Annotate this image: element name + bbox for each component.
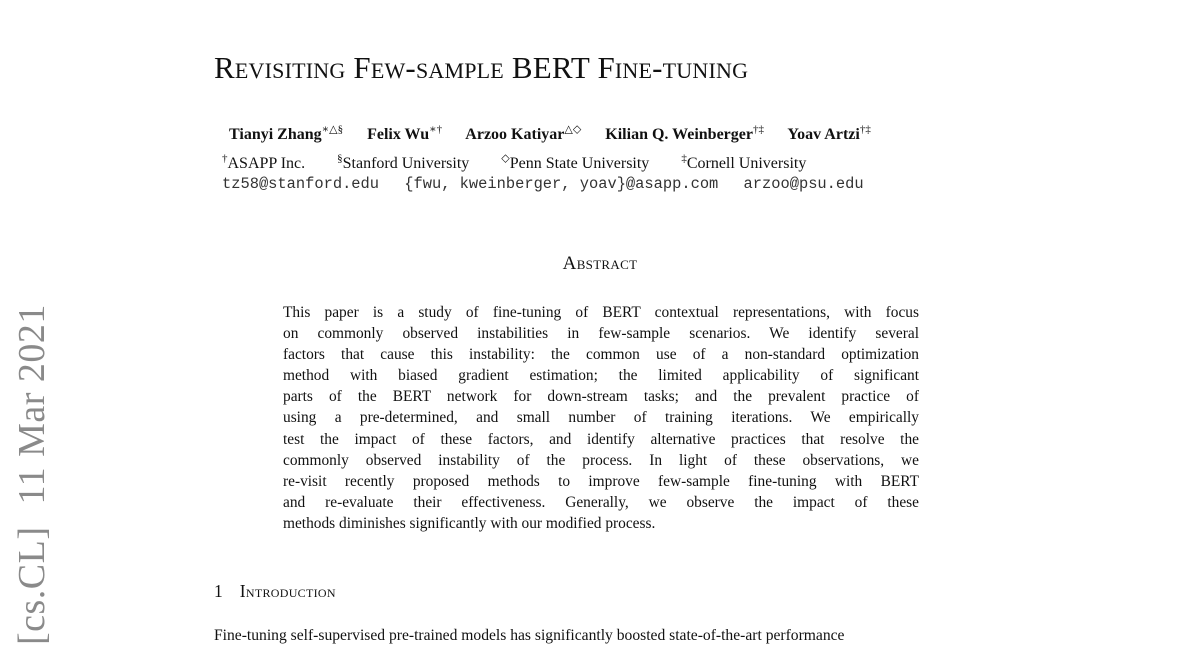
abstract-line: methods diminishes significantly with our modified process. bbox=[283, 514, 656, 532]
abstract-line: using a pre-determined, and small number of training iterations. We empirically bbox=[283, 409, 919, 427]
author-marks: ∗△§ bbox=[321, 124, 344, 136]
abstract-line: re-visit recently proposed methods to improve few-sample fine-tuning with BERT bbox=[283, 472, 919, 490]
arxiv-category: [cs.CL] bbox=[11, 526, 53, 645]
section-title: Introduction bbox=[239, 581, 336, 601]
author-name: Yoav Artzi bbox=[787, 126, 860, 144]
affiliation-mark: ◇ bbox=[501, 153, 510, 165]
author-name: Felix Wu bbox=[367, 126, 430, 144]
author-marks: △◇ bbox=[564, 124, 582, 136]
email: arzoo@psu.edu bbox=[743, 175, 864, 193]
affiliation bbox=[222, 155, 305, 172]
arxiv-date: 11 Mar 2021 bbox=[11, 304, 53, 505]
section-heading bbox=[214, 581, 336, 602]
abstract-line: and re-evaluate their effectiveness. Generally, we observe the impact of these bbox=[283, 493, 919, 511]
abstract-line: factors that cause this instability: the common use of a non-standard optimization bbox=[283, 346, 919, 364]
email: {fwu, kweinberger, yoav}@asapp.com bbox=[404, 175, 719, 193]
affiliation-mark: † bbox=[222, 153, 228, 165]
abstract-line: test the impact of these factors, and identify alternative practices that resolve the bbox=[283, 430, 919, 448]
abstract-line: This paper is a study of fine-tuning of BERT contextual representations, with focus bbox=[283, 304, 919, 321]
paper-title: Revisiting Few-sample BERT Fine-tuning bbox=[214, 50, 749, 85]
author-name: Arzoo Katiyar bbox=[465, 126, 565, 144]
abstract-body bbox=[283, 302, 919, 534]
author-name: Kilian Q. Weinberger bbox=[605, 126, 753, 144]
body-text-line: Fine-tuning self-supervised pre-trained models has significantly boosted state-of-the-art performance bbox=[214, 627, 845, 644]
author-name: Tianyi Zhang bbox=[229, 126, 322, 144]
affiliation-mark: ‡ bbox=[681, 153, 687, 165]
abstract-line: method with biased gradient estimation; the limited applicability of significant bbox=[283, 367, 919, 385]
author-marks: ∗† bbox=[429, 124, 443, 136]
abstract-line: parts of the BERT network for down-stream tasks; and the prevalent practice of bbox=[283, 388, 919, 406]
arxiv-stamp bbox=[10, 304, 54, 645]
email: tz58@stanford.edu bbox=[222, 175, 380, 193]
affiliation-mark: § bbox=[337, 153, 343, 165]
author-marks: †‡ bbox=[859, 124, 871, 136]
affiliation-name: Penn State University bbox=[509, 155, 650, 173]
section-number: 1 bbox=[214, 581, 223, 601]
author bbox=[367, 126, 442, 143]
author bbox=[465, 126, 581, 143]
author-list bbox=[229, 123, 891, 144]
affiliation-name: Stanford University bbox=[342, 155, 470, 173]
affiliation bbox=[501, 155, 649, 172]
abstract-heading: Abstract bbox=[562, 253, 638, 274]
abstract-line: commonly observed instability of the process. In light of these observations, we bbox=[283, 451, 919, 469]
affiliation bbox=[681, 155, 806, 172]
email-list bbox=[222, 175, 880, 193]
abstract-line: on commonly observed instabilities in few-sample scenarios. We identify several bbox=[283, 325, 919, 343]
affiliation-name: Cornell University bbox=[686, 155, 807, 173]
author-marks: †‡ bbox=[752, 124, 764, 136]
author bbox=[787, 126, 870, 143]
affiliation-name: ASAPP Inc. bbox=[227, 155, 306, 173]
affiliation-list bbox=[222, 152, 834, 173]
affiliation bbox=[337, 155, 469, 172]
author bbox=[229, 126, 343, 143]
author bbox=[605, 126, 764, 143]
